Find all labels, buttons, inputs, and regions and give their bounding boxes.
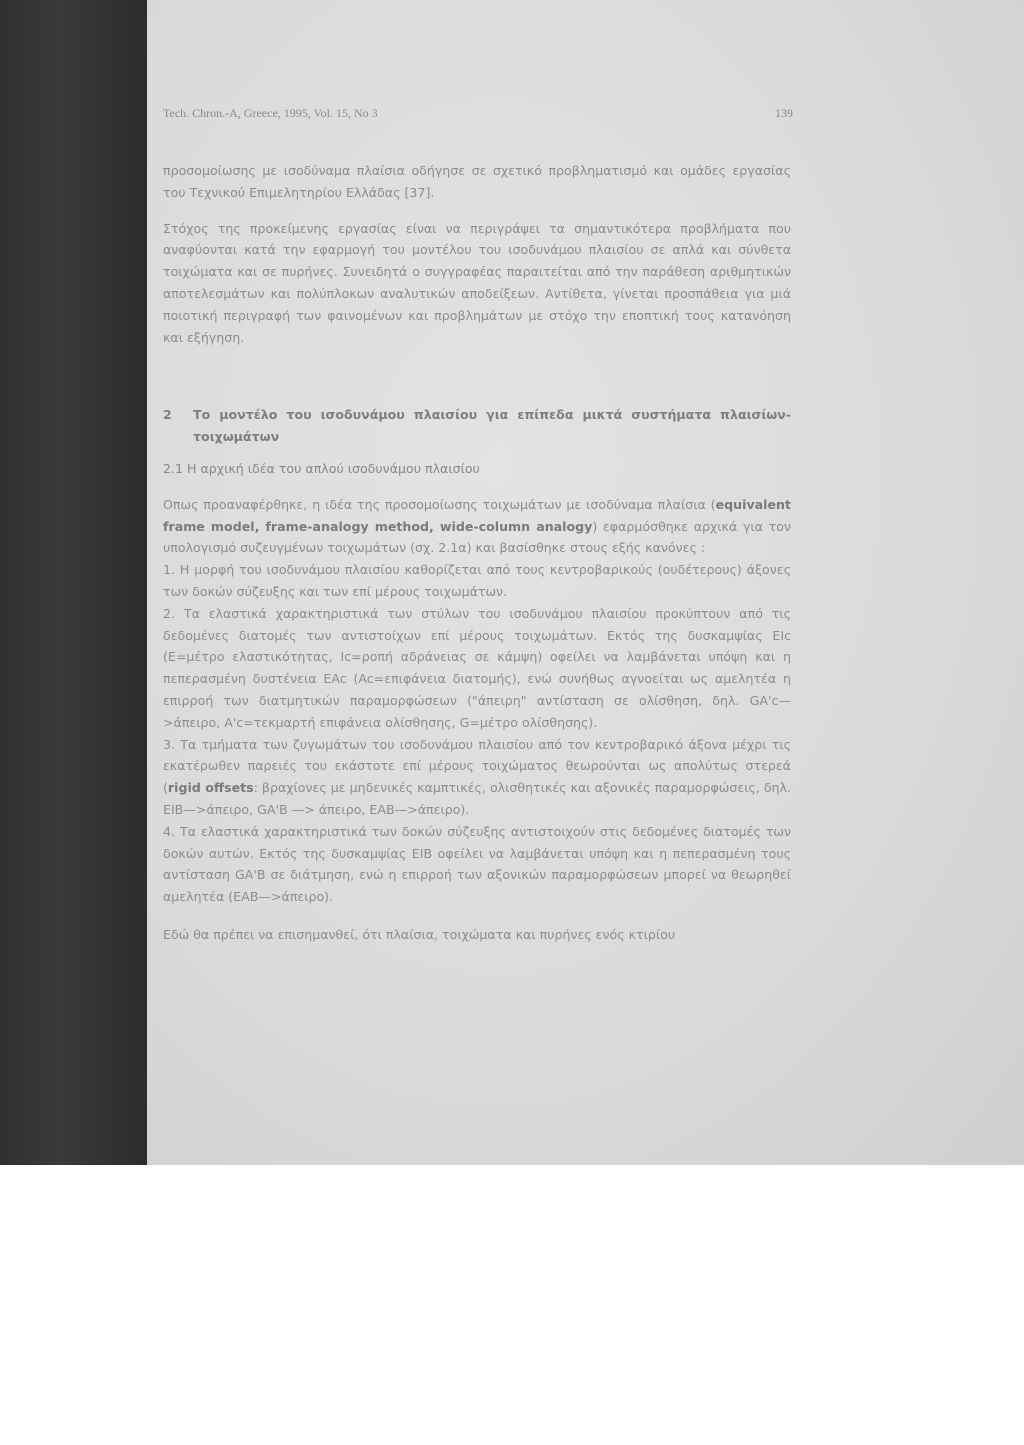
- paragraph-objective: Στόχος της προκείμενης εργασίας είναι να περιγράψει τα σημαντικότερα προβλήματα που αναφύονται κατά την εφαρμογή του μοντέλου του ισοδυνάμου πλαισίου σε απλά και σύνθετα τοιχώματα και σε πυρήνες. Συνειδητά ο συγγραφέας παραιτείται από την παράθεση αριθμητικών αποτελεσμάτων και πολύπλοκων αναλυτικών αποδείξεων. Αντίθετα, γίνεται προσπάθεια για μιά ποιοτική περιγραφή των φαινομένων και προβλημάτων με στόχο την εποπτική τους κατανόηση και εξήγηση.: [163, 220, 791, 345]
- rule-3-text: 3. Τα τμήματα των ζυγωμάτων του ισοδυνάμου πλαισίου από τον κεντροβαρικό άξονα μέχρι τις εκατέρωθεν παρειές του εκάστοτε επί μέρους τοιχώματος θεωρούνται ως απολύτως στερεά (: [163, 736, 791, 796]
- journal-citation: Tech. Chron.-A, Greece, 1995, Vol. 15, No 3: [163, 106, 378, 120]
- paragraph-closing: Εδώ θα πρέπει να επισημανθεί, ότι πλαίσια, τοιχώματα και πυρήνες ενός κτιρίου: [163, 926, 676, 942]
- subsection-heading: 2.1 Η αρχική ιδέα του απλού ισοδυνάμου πλαισίου: [163, 460, 480, 476]
- running-header: [163, 106, 793, 121]
- section-title: Το μοντέλο του ισοδυνάμου πλαισίου για επίπεδα μικτά συστήματα πλαισίων-τοιχωμάτων: [193, 407, 791, 445]
- section-heading: [163, 404, 791, 448]
- rules-intro-tail: ) εφαρμόσθηκε αρχικά για τον υπολογισμό συζευγμένων τοιχωμάτων (σχ. 2.1α) και βασίσθηκε στους εξής κανόνες :: [163, 518, 791, 556]
- english-terms: equivalent frame model, frame-analogy method, wide-column analogy: [163, 496, 791, 534]
- paragraph-intro-end: προσομοίωσης με ισοδύναμα πλαίσια οδήγησε σε σχετικό προβληματισμό και ομάδες εργασίας του Τεχνικού Επιμελητηρίου Ελλάδας [37].: [163, 163, 791, 200]
- rule-4: 4. Τα ελαστικά χαρακτηριστικά των δοκών σύζευξης αντιστοιχούν στις δεδομένες διατομές των δοκών αυτών. Εκτός της δυσκαμψίας EIB οφείλει να λαμβάνεται υπόψη και η πεπερασμένη τους αντίσταση GA'B σε διάτμηση, ενώ η επιρροή των αξονικών παραμορφώσεων μπορεί να θεωρηθεί αμελητέα (EAB—>άπειρο).: [163, 823, 791, 905]
- page-number: 139: [775, 106, 793, 120]
- paragraph-rules-intro: [163, 494, 791, 559]
- rule-1: 1. Η μορφή του ισοδυνάμου πλαισίου καθορίζεται από τους κεντροβαρικούς (ουδέτερους) άξονες των δοκών σύζευξης και των επί μέρους τοιχωμάτων.: [163, 562, 791, 599]
- rule-2: 2. Τα ελαστικά χαρακτηριστικά των στύλων του ισοδυνάμου πλαισίου προκύπτουν από τις δεδομένες διατομές των αντιστοίχων επί μέρους τοιχωμάτων. Εκτός της δυσκαμψίας EIc (E=μέτρο ελαστικότητας, Ic=ροπή αδράνειας σε κάμψη) οφείλει να λαμβάνεται υπόψη και η πεπερασμένη δυστένεια EAc (Ac=επιφάνεια διατομής), ενώ συνήθως αγνοείται ως αμελητέα η επιρροή των διατμητικών παραμορφώσεων ("άπειρη" αντίσταση σε ολίσθηση, δηλ. GA'c—>άπειρο, A'c=τεκμαρτή επιφάνεια ολίσθησης, G=μέτρο ολίσθησης).: [163, 605, 791, 730]
- rules-intro-text: Οπως προαναφέρθηκε, η ιδέα της προσομοίωσης τοιχωμάτων με ισοδύναμα πλαίσια (: [163, 496, 716, 512]
- rigid-offsets-term: rigid offsets: [167, 780, 254, 796]
- section-number: 2: [163, 407, 172, 423]
- rule-3: [163, 734, 791, 821]
- article-body: [163, 160, 791, 946]
- rule-3-tail: : βραχίονες με μηδενικές καμπτικές, ολισθητικές και αξονικές παραμορφώσεις, δηλ. EIB—>άπειρο, GA'B —> άπειρο, EAB—>άπειρο).: [163, 780, 791, 817]
